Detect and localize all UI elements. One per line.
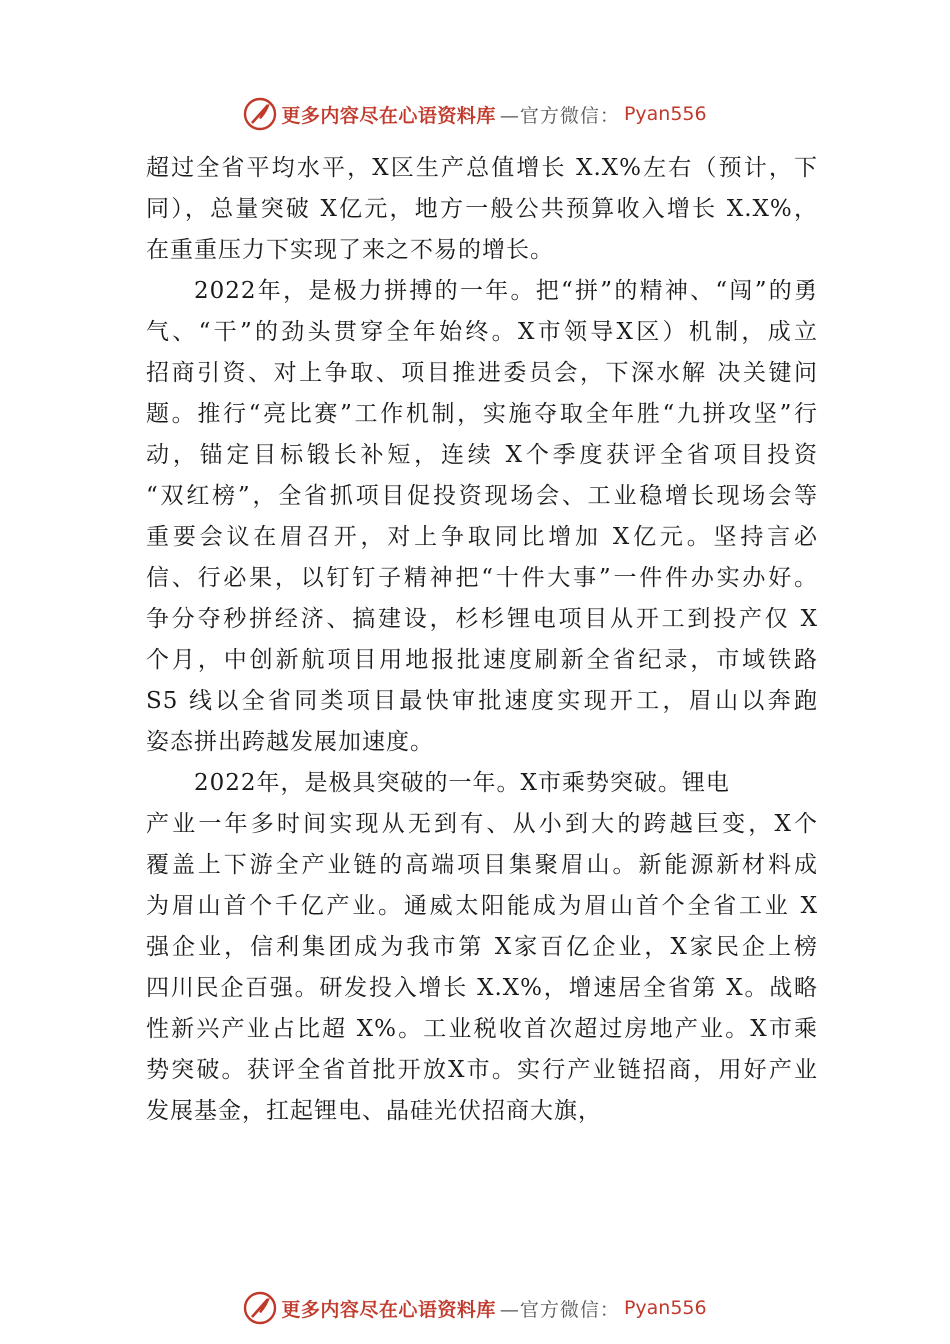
text-line: 信、行必果，以钉钉子精神把“十件大事”一件件办实办好。	[146, 565, 818, 591]
quill-logo-icon	[243, 97, 277, 131]
paragraph-3	[146, 763, 818, 1132]
text-line: 发展基金，扛起锂电、晶硅光伏招商大旗，	[146, 1098, 602, 1124]
banner-title: 更多内容尽在心语资料库	[281, 1298, 496, 1321]
text-line: 势突破。获评全省首批开放X市。实行产业链招商，用好产业	[146, 1057, 818, 1083]
text-line: 性新兴产业占比超 X%。工业税收首次超过房地产业。X市乘	[146, 1016, 818, 1042]
quill-logo-icon	[243, 1291, 277, 1325]
banner-title: 更多内容尽在心语资料库	[281, 104, 496, 127]
text-line: 2022年，是极力拼搏的一年。把“拼”的精神、“闯”的勇	[194, 278, 818, 304]
text-line: 产业一年多时间实现从无到有、从小到大的跨越巨变，X个	[146, 811, 818, 837]
text-line: 争分夺秒拼经济、搞建设，杉杉锂电项目从开工到投产仅 X	[146, 606, 818, 632]
text-line: 姿态拼出跨越发展加速度。	[146, 729, 434, 755]
banner-subtitle: —官方微信：	[499, 104, 620, 127]
text-line: 重要会议在眉召开，对上争取同比增加 X亿元。坚持言必	[146, 524, 818, 550]
banner-handle: Pyan556	[623, 103, 707, 125]
text-line: 强企业，信利集团成为我市第 X家百亿企业，X家民企上榜	[146, 934, 818, 960]
paragraph-2	[146, 271, 818, 763]
text-line: 超过全省平均水平，X区生产总值增长 X.X%左右（预计，下	[146, 155, 818, 181]
document-body	[146, 148, 818, 1132]
text-line: 在重重压力下实现了来之不易的增长。	[146, 237, 554, 263]
text-line: 气、“干”的劲头贯穿全年始终。X市领导X区）机制，成立	[146, 319, 818, 345]
footer-banner	[0, 1288, 950, 1328]
paragraph-1	[146, 148, 818, 271]
text-line: 2022年，是极具突破的一年。X市乘势突破。锂电	[194, 770, 730, 796]
text-line: 覆盖上下游全产业链的高端项目集聚眉山。新能源新材料成	[146, 852, 818, 878]
text-line: “双红榜”，全省抓项目促投资现场会、工业稳增长现场会等	[146, 483, 818, 509]
header-banner	[0, 94, 950, 134]
banner-handle: Pyan556	[623, 1297, 707, 1319]
text-line: 题。推行“亮比赛”工作机制，实施夺取全年胜“九拼攻坚”行	[146, 401, 818, 427]
text-line: 四川民企百强。研发投入增长 X.X%，增速居全省第 X。战略	[146, 975, 818, 1001]
text-line: 动，锚定目标锻长补短，连续 X个季度获评全省项目投资	[146, 442, 818, 468]
text-line: 个月，中创新航项目用地报批速度刷新全省纪录，市域铁路	[146, 647, 818, 673]
text-line: 同），总量突破 X亿元，地方一般公共预算收入增长 X.X%，	[146, 196, 818, 222]
text-line: 招商引资、对上争取、项目推进委员会，下深水解 决关键问	[146, 360, 818, 386]
text-line: 为眉山首个千亿产业。通威太阳能成为眉山首个全省工业 X	[146, 893, 818, 919]
text-line: S5 线以全省同类项目最快审批速度实现开工，眉山以奔跑	[146, 688, 818, 714]
banner-subtitle: —官方微信：	[499, 1298, 620, 1321]
